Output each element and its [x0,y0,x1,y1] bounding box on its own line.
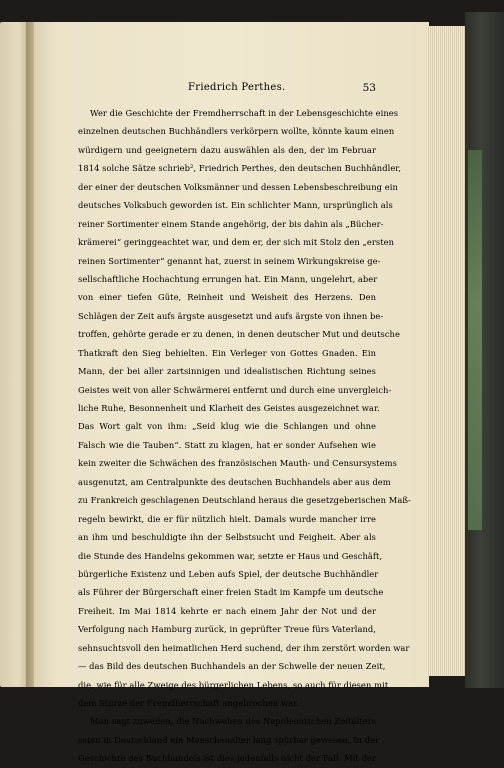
text-line: sellschaftliche Hochachtung errungen hat. Ein Mann, ungelehrt, aber [78,273,378,284]
text-line: die, wie für alle Zweige des bürgerlichen Lebens, so auch für diesen mit [78,679,389,690]
running-title: Friedrich Perthes. [188,82,286,93]
text-line: Freiheit. Im Mai 1814 kehrte er nach einem Jahr der Not und der [78,605,376,616]
text-line: als Führer der Bürgerschaft einer freien Stadt im Kampfe um deutsche [78,587,384,598]
text-line: Man sagt zuweilen, die Nachwehen des Napoleonischen Zeitalters [90,716,376,727]
page-edges [427,26,468,676]
text-line: zu Frankreich geschlagenen Deutschland heraus die gesetzgeberischen Maß- [78,495,411,506]
text-line: 1814 solche Sätze schrieb², Friedrich Perthes, den deutschen Buchhändler, [78,163,402,174]
text-line: reiner Sortimenter einem Stande angehörig, der bis dahin als „Bücher- [78,218,384,229]
text-line: von einer tiefen Güte, Reinheit und Weisheit des Herzens. Den [78,292,376,303]
text-line: regeln bewirkt, die er für nützlich hielt. Damals wurde mancher irre [78,513,376,524]
text-line: die Stunde des Handelns gekommen war, setzte er Haus und Geschäft, [78,550,383,561]
text-line: deutsches Volksbuch geworden ist. Ein schlichter Mann, ursprünglich als [78,200,393,211]
cover-marbling [468,150,482,530]
text-line: Mann, der bei aller zartsinnigen und idealistischen Richtung seines [78,366,376,377]
text-line: liche Ruhe, Besonnenheit und Klarheit des Geistes ausgezeichnet war. [78,403,380,413]
text-line: Geistes weit von aller Schwärmerei entfernt und durch eine unverglеich- [78,384,392,395]
text-line: Geschichte des Buchhandels ist dies jedenfalls nicht der Fall. Mit der [78,753,376,764]
text-line: Das Wort galt von ihm: „Seid klug wie die Schlangen und ohne [78,421,376,432]
text-line: troffen, gehörte gerade er zu denen, in denen deutscher Mut und deutsche [78,329,400,340]
page-header [78,82,376,98]
body-text [78,104,411,768]
text-line: an ihm und beschuldigte ihn der Selbstsucht und Feigheit. Aber als [78,532,376,543]
text-line: krämerei“ geringgeachtet war, und dem er, der sich mit Stolz den „ersten [78,237,395,248]
text-line: seien in Deutschland ein Menschenalter lang spürbar gewesen. In der [78,734,380,745]
text-line: Wer die Geschichte der Fremdherrschaft in der Lebensgeschichte eines [90,108,399,118]
text-line: ausgenutzt, am Centralpunkte des deutschen Buchhandels aber aus dem [78,476,391,487]
page-number: 53 [362,82,376,94]
text-line: reinen Sortimenter“ genannt hat, zuerst in seinem Wirkungskreise ge- [78,255,381,266]
text-line: Schlägen der Zeit aufs ärgste ausgesetzt und aufs ärgste von ihnen be- [78,310,384,321]
text-line: Verfolgung nach Hamburg zurück, in geprüfter Treue fürs Vaterland, [78,624,376,635]
text-line: der einer der deutschen Volksmänner und dessen Lebensbeschreibung ein [78,181,398,192]
text-line: einzelnen deutschen Buchhändlers verkörpern wollte, könnte kaum einen [78,126,395,137]
text-line: Thatkraft den Sieg behielten. Ein Verleger von Gottes Gnaden. Ein [78,347,376,358]
text-line: Falsch wie die Tauben“. Statt zu klagen, hat er sonder Aufsehen wie [78,439,376,450]
text-line: — das Bild des deutschen Buchhandels an der Schwelle der neuen Zeit, [78,661,386,672]
text-line: bürgerliche Existenz und Leben aufs Spiel, der deutsche Buchhändler [78,568,379,579]
text-line: würdigern und geeignetern dazu auswählen als den, der im Februar [78,144,376,155]
text-line: dem Sturze der Fremdherrschaft angebrochen war. [78,698,300,708]
text-line: sehnsuchtsvoll den heimatlichen Herd suchend, der ihm zerstört worden war [78,642,410,653]
text-line: kein zweiter die Schwächen des französischen Mauth- und Censursystems [78,458,397,469]
